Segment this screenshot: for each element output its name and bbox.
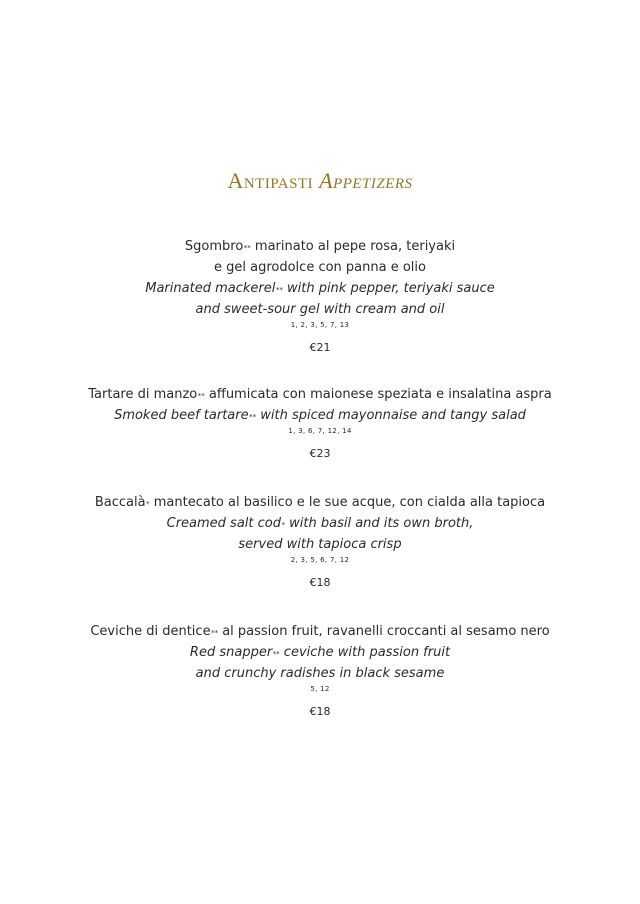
menu-item-mackerel (0, 236, 640, 355)
asterisk-mark: * (281, 521, 285, 529)
dish-italian-line (0, 621, 640, 642)
dish-name-english: Smoked beef tartare (114, 408, 249, 423)
dish-description-english: and sweet-sour gel with cream and oil (195, 302, 445, 317)
asterisk-mark: ** (243, 244, 251, 252)
dish-description-english: and crunchy radishes in black sesame (195, 666, 445, 681)
dish-description: al passion fruit, ravanelli croccanti al sesamo nero (218, 624, 550, 639)
dish-english-line (0, 534, 640, 555)
dish-name: Sgombro (184, 239, 244, 254)
asterisk-mark: * (146, 500, 150, 508)
dish-name: Ceviche di dentice (90, 624, 211, 639)
allergen-codes: 1, 3, 6, 7, 12, 14 (288, 427, 352, 435)
dish-italian-line (0, 236, 640, 257)
dish-name-english: Marinated mackerel (145, 281, 276, 296)
dish-english-line (0, 299, 640, 320)
allergen-codes: 1, 2, 3, 5, 7, 13 (290, 321, 350, 329)
allergen-codes: 5, 12 (310, 685, 330, 693)
dish-english-line (0, 642, 640, 663)
dish-description: marinato al pepe rosa, teriyaki (250, 239, 456, 254)
dish-italian-line (0, 492, 640, 513)
section-title (0, 166, 640, 196)
menu-item-beef-tartare (0, 384, 640, 461)
dish-name-english: Creamed salt cod (166, 516, 281, 531)
dish-english-line (0, 278, 640, 299)
asterisk-mark: ** (211, 629, 219, 637)
price: €21 (309, 341, 331, 354)
dish-italian-line (0, 257, 640, 278)
section-title-english: Appetizers (319, 168, 413, 193)
section-title-italian: Antipasti (227, 168, 314, 193)
price: €18 (309, 705, 331, 718)
dish-description: mantecato al basilico e le sue acque, con cialda alla tapioca (149, 495, 546, 510)
asterisk-mark: ** (197, 392, 205, 400)
dish-description-english: ceviche with passion fruit (279, 645, 451, 660)
dish-description-english: served with tapioca crisp (238, 537, 402, 552)
price: €23 (309, 447, 331, 460)
dish-english-line (0, 405, 640, 426)
dish-description-english: with pink pepper, teriyaki sauce (282, 281, 495, 296)
dish-name: Tartare di manzo (88, 387, 198, 402)
dish-english-line (0, 663, 640, 684)
dish-description-english: with basil and its own broth, (285, 516, 474, 531)
dish-description: e gel agrodolce con panna e olio (214, 260, 426, 275)
asterisk-mark: ** (275, 286, 283, 294)
asterisk-mark: ** (249, 413, 257, 421)
dish-description: affumicata con maionese speziata e insalatina aspra (204, 387, 552, 402)
menu-item-red-snapper (0, 621, 640, 719)
dish-name: Baccalà (94, 495, 146, 510)
allergen-codes: 2, 3, 5, 6, 7, 12 (290, 556, 350, 564)
asterisk-mark: ** (272, 650, 280, 658)
dish-name-english: Red snapper (189, 645, 273, 660)
price: €18 (309, 576, 331, 589)
menu-item-salt-cod (0, 492, 640, 590)
dish-description-english: with spiced mayonnaise and tangy salad (256, 408, 526, 423)
dish-english-line (0, 513, 640, 534)
dish-italian-line (0, 384, 640, 405)
